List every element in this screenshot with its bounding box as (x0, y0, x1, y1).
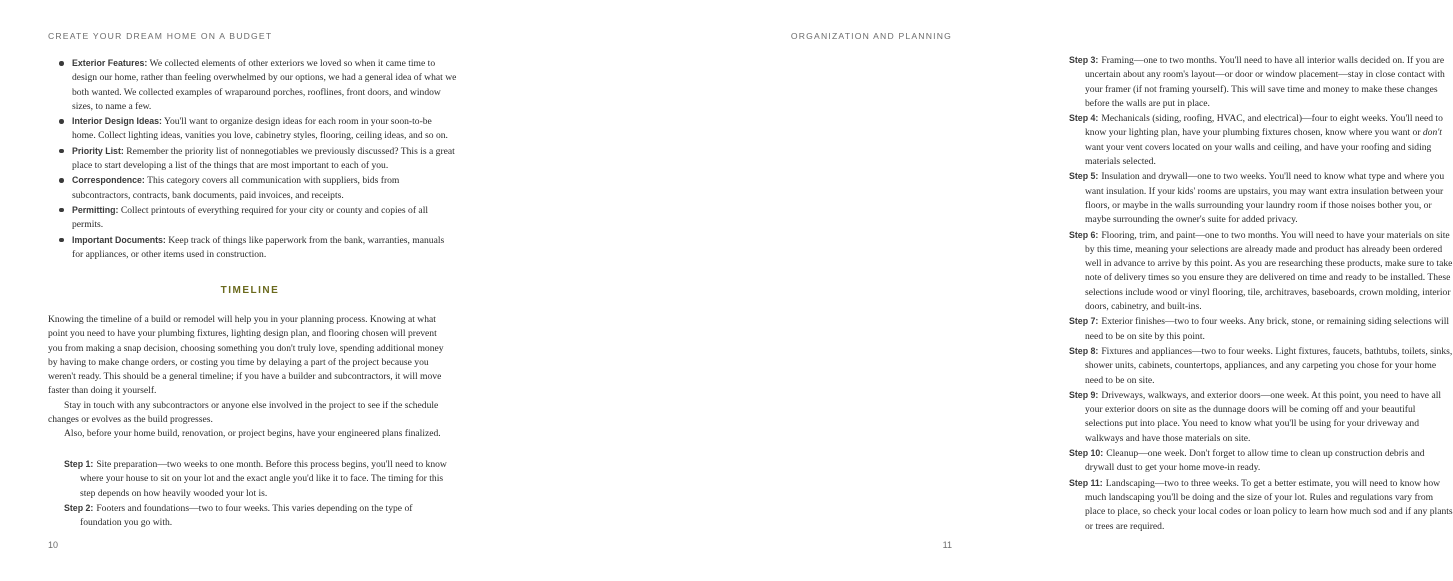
left-page (0, 0, 500, 581)
step-label: Step 9: (1069, 389, 1099, 400)
item-text: Keep track of things like paperwork from the bank, warranties, manuals for appliances, or other items used in construction. (72, 234, 445, 260)
item-text: We collected elements of other exteriors we loved so when it came time to design our home, rather than feeling overwhelmed by our options, we had a general idea of what we both wanted. We collected examples of wraparound porches, rooflines, front doors, and window sizes, to name a few. (72, 58, 457, 112)
item-label: Important Documents: (72, 234, 166, 245)
list-item (57, 173, 457, 203)
list-item (57, 144, 457, 174)
bullet-icon (59, 238, 64, 243)
running-head-right: ORGANIZATION AND PLANNING (790, 31, 952, 41)
step-label: Step 5: (1069, 171, 1099, 182)
step-label: Step 4: (1069, 113, 1099, 124)
step-text: Flooring, trim, and paint—one to two months. You will need to have your materials on site by this time, meaning your selections are already made and product has already been ordered well in advance to arrive by this point. As you are researching these products, make sure to take note of delivery times so you ensure they are delivered on time and ready to be installed. These selections include wood or vinyl flooring, tile, architraves, baseboards, crown molding, interior doors, cabinetry, and built-ins. (1085, 229, 1453, 313)
step-text: Cleanup—one week. Don't forget to allow time to clean up construction debris and drywall dust to get your home move-in ready. (1085, 448, 1425, 474)
right-page (500, 0, 1453, 581)
step-text: Framing—one to two months. You'll need to have all interior walls decided on. If you are uncertain about any room's layout—or door or window placement—stay in close contact with your framer (if not framing yourself). This will save time and money to make these changes before the walls are put in place. (1085, 55, 1445, 109)
item-text: You'll want to organize design ideas for each room in your soon-to-be home. Collect lighting ideas, vanities you love, cabinetry styles, flooring, ceiling ideas, and so on. (72, 116, 448, 142)
step-text: want your vent covers located on your walls and ceiling, and have your roofing and siding materials selected. (1085, 141, 1432, 168)
step-text: Mechanicals (siding, roofing, HVAC, and electrical)—four to eight weeks. You'll need to know your lighting plan, have your plumbing fixtures chosen, know where you want or (1085, 113, 1443, 139)
list-item (57, 203, 457, 233)
list-item (57, 233, 457, 263)
step-item (1069, 388, 1453, 446)
bullet-icon (59, 208, 64, 213)
list-item (57, 114, 457, 144)
steps-list-left (64, 457, 448, 530)
step-text: Fixtures and appliances—two to four weeks. Light fixtures, faucets, bathtubs, toilets, sinks, shower units, cabinets, countertops, appliances, and any carpeting you chose for your home need to be on site. (1085, 345, 1453, 386)
step-item (1069, 53, 1453, 111)
bullet-list (57, 56, 457, 262)
step-text: Insulation and drywall—one to two weeks. You'll need to know what type and where you want insulation. If your kids' rooms are upstairs, you may want extra insulation between your floors, or maybe in the walls surrounding your laundry room if those noises bother you, or maybe surrounding the owner's suite for added privacy. (1085, 171, 1445, 226)
step-item (1069, 446, 1453, 476)
item-label: Correspondence: (72, 175, 145, 186)
bullet-icon (59, 149, 64, 154)
step-item (1069, 111, 1453, 169)
paragraph: Also, before your home build, renovation, or project begins, have your engineered plans finalized. (64, 428, 441, 440)
step-item (1069, 476, 1453, 534)
item-text: Remember the priority list of nonnegotiables we previously discussed? This is a great place to start developing a list of the things that are most important to each of you. (72, 145, 455, 172)
intro-text (48, 313, 450, 442)
step-item (1069, 169, 1453, 227)
step-text: Footers and foundations—two to four weeks. This varies depending on the type of foundation you go with. (80, 502, 413, 529)
step-label: Step 1: (64, 459, 94, 469)
item-label: Permitting: (72, 204, 119, 215)
step-label: Step 11: (1069, 477, 1103, 488)
step-emphasis: don't (1422, 127, 1442, 139)
item-label: Exterior Features: (72, 58, 148, 68)
step-item (64, 501, 448, 531)
step-label: Step 8: (1069, 345, 1099, 356)
bullet-icon (59, 178, 64, 183)
paragraph: Stay in touch with any subcontractors or anyone else involved in the project to see if the schedule changes or evolves as the build progresses. (48, 399, 439, 426)
running-head-left: CREATE YOUR DREAM HOME ON A BUDGET (48, 31, 273, 41)
step-text: Driveways, walkways, and exterior doors—one week. At this point, you need to have all your exterior doors on site as the dunnage doors will be coming off and your beautiful selections put into place. You need to know what you'll be using for your driveway and walkways and have those materials on site. (1085, 389, 1442, 444)
step-label: Step 10: (1069, 448, 1104, 459)
steps-list-right (1069, 53, 1453, 534)
paragraph: Knowing the timeline of a build or remodel will help you in your planning process. Knowing at what point you need to have your plumbing fixtures, lighting design plan, and flooring chosen will prevent you from making a snap decision, choosing something you don't truly love, spending additional money by having to make change orders, or costing you time by delaying a part of the project because you weren't ready. This should be a general timeline; if you have a builder and subcontractors, it will move faster than doing it yourself. (48, 314, 444, 397)
step-label: Step 7: (1069, 316, 1099, 327)
step-item (1069, 314, 1453, 344)
page-number-right: 11 (942, 540, 952, 550)
page-number-left: 10 (48, 540, 59, 550)
step-item (1069, 228, 1453, 315)
step-label: Step 6: (1069, 229, 1099, 240)
step-text: Exterior finishes—two to four weeks. Any brick, stone, or remaining siding selections will need to be on site by this point. (1085, 316, 1450, 342)
step-label: Step 3: (1069, 55, 1099, 65)
step-item (1069, 344, 1453, 388)
step-label: Step 2: (64, 502, 94, 513)
step-text: Site preparation—two weeks to one month. Before this process begins, you'll need to know where your house to sit on your lot and the exact angle you'd like it to face. The timing for this step depends on how heavily wooded your lot is. (80, 459, 447, 499)
step-text: Landscaping—two to three weeks. To get a better estimate, you will need to know how much landscaping you'll be doing and the size of your lot. Rules and regulations vary from place to place, so check your local codes or loan policy to learn how much sod and if any plants or trees are required. (1085, 477, 1453, 532)
step-item (64, 457, 448, 501)
item-label: Priority List: (72, 145, 124, 156)
item-label: Interior Design Ideas: (72, 116, 162, 127)
section-title: TIMELINE (220, 285, 280, 296)
bullet-icon (59, 61, 64, 66)
item-text: Collect printouts of everything required for your city or county and copies of all permits. (72, 204, 429, 231)
list-item (57, 56, 457, 114)
item-text: This category covers all communication with suppliers, bids from subcontractors, contracts, bank documents, paid invoices, and receipts. (72, 175, 400, 201)
bullet-icon (59, 119, 64, 124)
